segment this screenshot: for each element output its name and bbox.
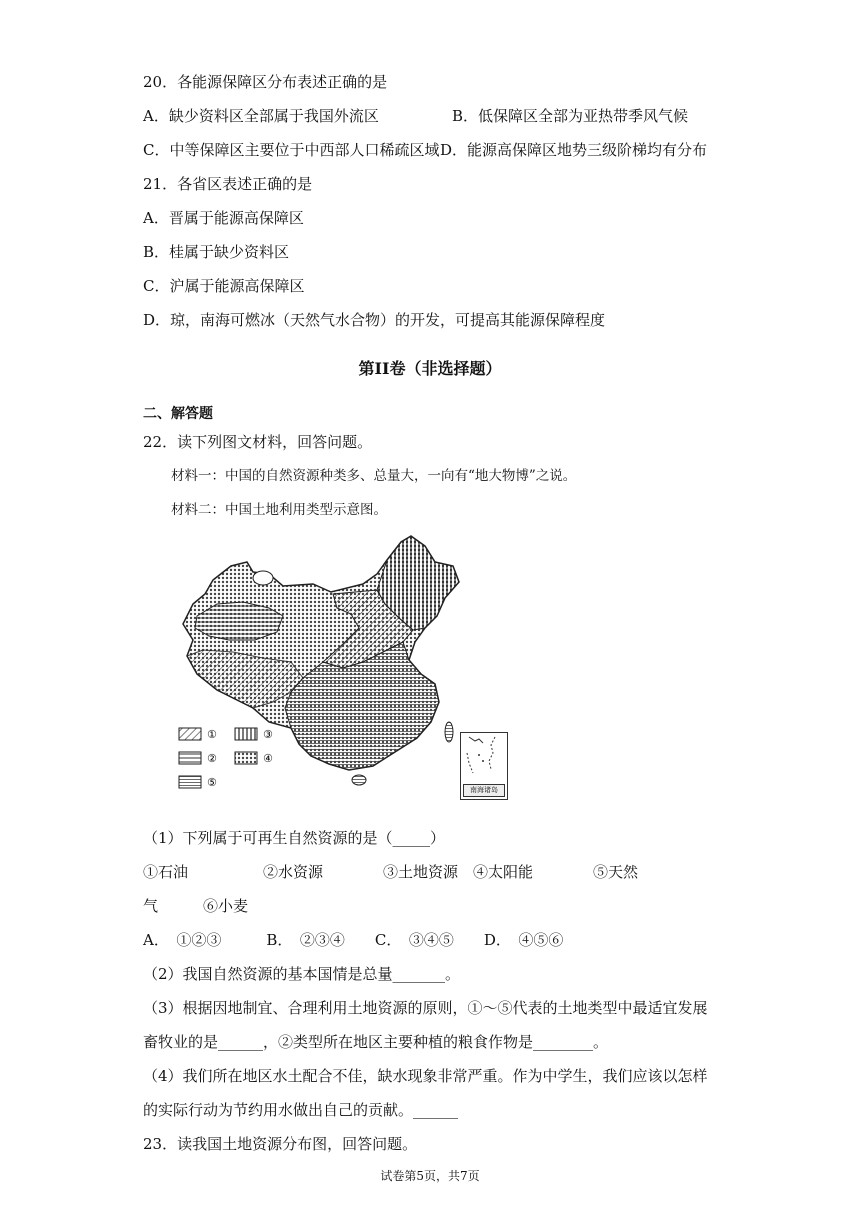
q22-sub3-line2: 畜牧业的是______，②类型所在地区主要种植的粮食作物是________。 <box>143 1033 609 1051</box>
legend-label-3: ③ <box>263 728 273 741</box>
legend-label-4: ④ <box>263 752 273 765</box>
q22-sub1-items-2: 气 ⑥小麦 <box>143 897 249 915</box>
q22-stem: 22．读下列图文材料，回答问题。 <box>143 433 373 451</box>
map-lake <box>253 571 273 585</box>
q22-sub3-line1: （3）根据因地制宜、合理利用土地资源的原则，①～⑤代表的土地类型中最适宜发展 <box>143 999 708 1017</box>
q22-material-2: 材料二：中国土地利用类型示意图。 <box>171 502 387 518</box>
part-title: 二、解答题 <box>143 406 213 422</box>
q23-stem: 23．读我国土地资源分布图，回答问题。 <box>143 1135 418 1153</box>
map-legend <box>179 728 273 789</box>
legend-label-2: ② <box>207 752 217 765</box>
legend-label-1: ① <box>207 728 217 741</box>
q22-sub1-items-1: ①石油 ②水资源 ③土地资源 ④太阳能 ⑤天然 <box>143 863 639 881</box>
q21-option-a: A．晋属于能源高保障区 <box>143 209 304 227</box>
q20-option-c: C．中等保障区主要位于中西部人口稀疏区域 <box>143 141 440 159</box>
inset-islands <box>461 733 506 785</box>
q20-stem: 20．各能源保障区分布表述正确的是 <box>143 73 388 91</box>
map-taiwan <box>445 722 453 742</box>
south-china-sea-inset <box>460 732 508 800</box>
legend-label-5: ⑤ <box>207 776 217 789</box>
q21-option-b: B．桂属于缺少资料区 <box>143 243 290 261</box>
q20-option-a: A．缺少资料区全部属于我国外流区 <box>143 107 379 125</box>
q22-sub4-line1: （4）我们所在地区水土配合不佳，缺水现象非常严重。作为中学生，我们应该以怎样 <box>143 1067 708 1085</box>
q22-sub1-options: A． ①②③ B． ②③④ C． ③④⑤ D． ④⑤⑥ <box>143 931 564 949</box>
inset-label: 南海诸岛 <box>463 784 505 797</box>
q21-option-d: D．琼，南海可燃冰（天然气水合物）的开发，可提高其能源保障程度 <box>143 311 606 329</box>
q21-option-c: C．沪属于能源高保障区 <box>143 277 305 295</box>
q20-option-b: B．低保障区全部为亚热带季风气候 <box>452 107 689 125</box>
china-land-use-map <box>173 532 509 802</box>
q22-sub2: （2）我国自然资源的基本国情是总量_______。 <box>143 965 461 983</box>
map-hainan <box>352 775 366 785</box>
page-footer: 试卷第5页，共7页 <box>380 1169 480 1183</box>
q22-sub4-line2: 的实际行动为节约用水做出自己的贡献。______ <box>143 1101 459 1119</box>
q22-sub1: （1）下列属于可再生自然资源的是（_____） <box>143 829 446 847</box>
q20-option-d: D．能源高保障区地势三级阶梯均有分布 <box>440 141 708 159</box>
section-title: 第II卷（非选择题） <box>358 359 502 378</box>
q22-material-1: 材料一：中国的自然资源种类多、总量大，一向有“地大物博”之说。 <box>171 468 577 484</box>
q21-stem: 21．各省区表述正确的是 <box>143 175 313 193</box>
